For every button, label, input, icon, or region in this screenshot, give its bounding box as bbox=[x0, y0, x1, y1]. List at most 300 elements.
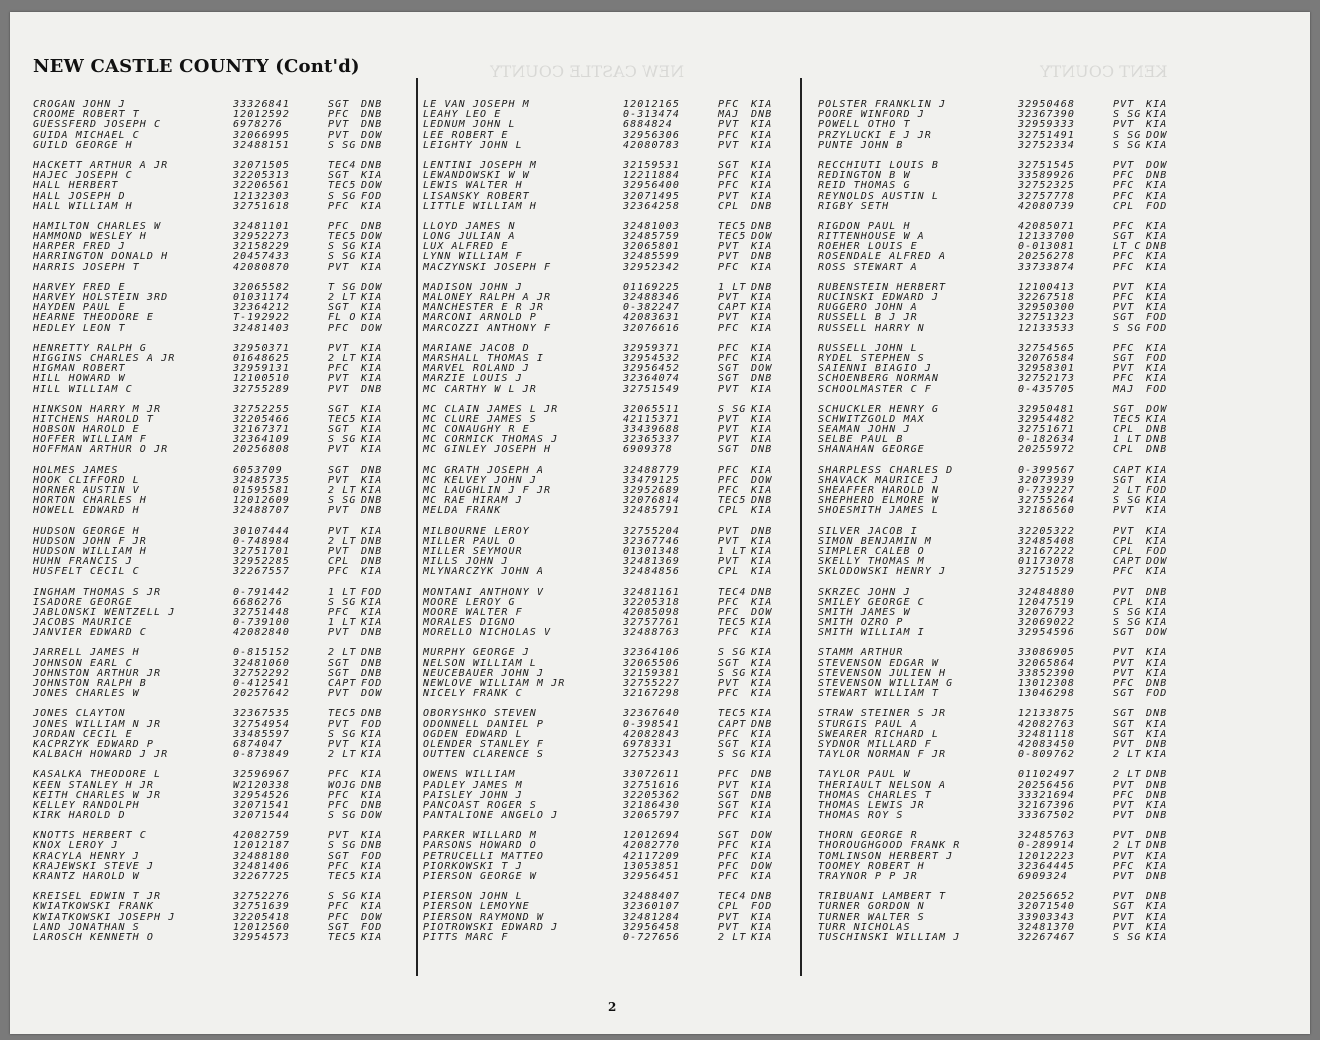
rank: PVT bbox=[328, 474, 350, 486]
soldier-name: KWIATKOWSKI FRANK bbox=[33, 901, 155, 913]
status-code: DNB bbox=[361, 556, 383, 568]
serial-number: 32267725 bbox=[233, 871, 290, 882]
rank: PVT bbox=[1113, 99, 1135, 110]
serial-number: 32485735 bbox=[233, 474, 290, 486]
status-code: DNB bbox=[751, 718, 773, 730]
serial-number: 20257642 bbox=[233, 688, 290, 700]
serial-number: 42080739 bbox=[1018, 200, 1075, 212]
rank: PFC bbox=[718, 850, 740, 862]
status-code: KIA bbox=[751, 292, 773, 303]
soldier-name: STRAW STEINER S JR bbox=[818, 708, 947, 720]
serial-number: 32751618 bbox=[233, 200, 290, 212]
rank: PVT bbox=[328, 545, 350, 557]
serial-number: 32954482 bbox=[1018, 413, 1075, 425]
soldier-name: TURNER GORDON N bbox=[818, 901, 925, 913]
rank: PFC bbox=[1113, 678, 1135, 689]
soldier-name: KELLEY RANDOLPH bbox=[33, 799, 140, 811]
serial-number: 33589926 bbox=[1018, 170, 1075, 182]
status-code: KIA bbox=[361, 860, 383, 872]
soldier-name: MC RAE HIRAM J bbox=[423, 495, 523, 507]
rank: PVT bbox=[718, 413, 740, 425]
status-code: KIA bbox=[361, 363, 383, 375]
serial-number: 32073939 bbox=[1018, 474, 1075, 486]
serial-number: 20256652 bbox=[1018, 891, 1075, 903]
status-code: KIA bbox=[1146, 860, 1168, 872]
serial-number: 32071495 bbox=[623, 190, 680, 202]
soldier-name: SMILEY GEORGE C bbox=[818, 596, 925, 608]
soldier-name: GUIDA MICHAEL C bbox=[33, 129, 140, 141]
serial-number: 32364445 bbox=[1018, 860, 1075, 872]
rank: PVT bbox=[1113, 921, 1135, 933]
soldier-name: JONES CLAYTON bbox=[33, 708, 126, 720]
rank: CAPT bbox=[718, 718, 747, 730]
serial-number: 32751491 bbox=[1018, 129, 1075, 141]
serial-number: 01595581 bbox=[233, 485, 290, 496]
rank: CPL bbox=[1113, 424, 1135, 436]
serial-number: 32752276 bbox=[233, 891, 290, 903]
soldier-name: SILVER JACOB I bbox=[818, 525, 918, 537]
serial-number: 32956400 bbox=[623, 180, 680, 192]
soldier-name: RIGDON PAUL H bbox=[818, 220, 911, 232]
serial-number: 42085098 bbox=[623, 606, 680, 618]
rank: 2 LT bbox=[328, 749, 357, 761]
serial-number: 32365337 bbox=[623, 434, 680, 446]
status-code: KIA bbox=[1146, 596, 1168, 608]
soldier-name: MACZYNSKI JOSEPH F bbox=[423, 261, 552, 273]
serial-number: 6978276 bbox=[233, 119, 283, 131]
serial-number: 32954596 bbox=[1018, 627, 1075, 639]
serial-number: 12012694 bbox=[623, 830, 680, 842]
serial-number: 32159381 bbox=[623, 667, 680, 679]
rank: PFC bbox=[718, 728, 740, 740]
status-code: DNB bbox=[361, 535, 383, 547]
rank: 2 LT bbox=[328, 485, 357, 496]
soldier-name: HOOK CLIFFORD L bbox=[33, 474, 140, 486]
status-code: DOW bbox=[751, 363, 773, 375]
rank: PFC bbox=[718, 810, 740, 822]
rank: SGT bbox=[718, 657, 740, 669]
soldier-name: HOBSON HAROLD E bbox=[33, 424, 140, 436]
rank: PVT bbox=[718, 424, 740, 436]
soldier-name: HOFFMAN ARTHUR O JR bbox=[33, 444, 169, 456]
rank: PVT bbox=[718, 241, 740, 253]
status-code: KIA bbox=[1146, 302, 1168, 314]
page-title: NEW CASTLE COUNTY (Cont'd) bbox=[33, 56, 360, 77]
serial-number: 32959131 bbox=[233, 363, 290, 375]
rank: CPL bbox=[1113, 200, 1135, 212]
serial-number: 32950300 bbox=[1018, 302, 1075, 314]
status-code: KIA bbox=[751, 535, 773, 547]
rank: PFC bbox=[718, 596, 740, 608]
status-code: KIA bbox=[751, 921, 773, 933]
status-code: KIA bbox=[361, 352, 383, 364]
status-code: KIA bbox=[751, 749, 773, 761]
status-code: KIA bbox=[361, 312, 383, 324]
status-code: KIA bbox=[361, 403, 383, 415]
serial-number: 0-739227 bbox=[1018, 485, 1075, 496]
status-code: DNB bbox=[751, 220, 773, 232]
status-code: DNB bbox=[361, 627, 383, 639]
status-code: KIA bbox=[751, 688, 773, 700]
status-code: DNB bbox=[361, 139, 383, 151]
soldier-name: KNOTTS HERBERT C bbox=[33, 830, 147, 842]
serial-number: 32186430 bbox=[623, 799, 680, 811]
rank: LT C bbox=[1113, 241, 1142, 253]
soldier-name: KASALKA THEODORE L bbox=[33, 769, 162, 781]
serial-number: 32186560 bbox=[1018, 505, 1075, 517]
soldier-name: KRACYLA HENRY J bbox=[33, 850, 140, 862]
soldier-name: SHARPLESS CHARLES D bbox=[818, 464, 954, 476]
status-code: KIA bbox=[1146, 850, 1168, 862]
rank: PVT bbox=[718, 139, 740, 151]
rank: PFC bbox=[1113, 190, 1135, 202]
soldier-name: RUSSELL HARRY N bbox=[818, 322, 925, 334]
soldier-name: LAROSCH KENNETH O bbox=[33, 931, 155, 943]
rank: 2 LT bbox=[328, 647, 357, 659]
rank: PVT bbox=[718, 383, 740, 395]
rank: PVT bbox=[1113, 647, 1135, 659]
soldier-name: SHEAFFER HAROLD N bbox=[818, 485, 940, 496]
serial-number: 32481060 bbox=[233, 657, 290, 669]
rank: SGT bbox=[328, 921, 350, 933]
rank: PVT bbox=[1113, 810, 1135, 822]
serial-number: 32167371 bbox=[233, 424, 290, 436]
serial-number: 32751671 bbox=[1018, 424, 1075, 436]
soldier-name: OWENS WILLIAM bbox=[423, 769, 516, 781]
serial-number: 32364258 bbox=[623, 200, 680, 212]
rank: PVT bbox=[718, 921, 740, 933]
soldier-name: SIMPLER CALEB O bbox=[818, 545, 925, 557]
serial-number: 32360107 bbox=[623, 901, 680, 913]
rank: PFC bbox=[718, 606, 740, 618]
soldier-name: HORNER AUSTIN V bbox=[33, 485, 140, 496]
status-code: DOW bbox=[1146, 129, 1168, 141]
status-code: KIA bbox=[751, 931, 773, 943]
soldier-name: SAIENNI BIAGIO J bbox=[818, 363, 932, 375]
rank: PVT bbox=[328, 830, 350, 842]
soldier-name: PANCOAST ROGER S bbox=[423, 799, 537, 811]
soldier-name: KRANTZ HAROLD W bbox=[33, 871, 140, 882]
status-code: KIA bbox=[751, 159, 773, 171]
status-code: KIA bbox=[751, 627, 773, 639]
rank: S SG bbox=[328, 810, 357, 822]
serial-number: 32956458 bbox=[623, 921, 680, 933]
status-code: KIA bbox=[361, 434, 383, 446]
rank: CPL bbox=[718, 901, 740, 913]
soldier-name: SHANAHAN GEORGE bbox=[818, 444, 925, 456]
soldier-name: NICELY FRANK C bbox=[423, 688, 523, 700]
soldier-name: POORE WINFORD J bbox=[818, 109, 925, 121]
serial-number: 13053851 bbox=[623, 860, 680, 872]
soldier-name: RUSSELL B J JR bbox=[818, 312, 918, 324]
status-code: DNB bbox=[361, 109, 383, 121]
soldier-name: HARVEY HOLSTEIN 3RD bbox=[33, 292, 169, 303]
serial-number: 01169225 bbox=[623, 281, 680, 293]
rank: PVT bbox=[718, 556, 740, 568]
serial-number: 0-809762 bbox=[1018, 749, 1075, 761]
status-code: KIA bbox=[1146, 525, 1168, 537]
serial-number: 32959371 bbox=[623, 342, 680, 354]
rank: PVT bbox=[718, 535, 740, 547]
soldier-name: JONES CHARLES W bbox=[33, 688, 140, 700]
status-code: KIA bbox=[1146, 617, 1168, 629]
rank: 2 LT bbox=[1113, 769, 1142, 781]
soldier-name: POLSTER FRANKLIN J bbox=[818, 99, 947, 110]
soldier-name: REDINGTON B W bbox=[818, 170, 911, 182]
status-code: KIA bbox=[751, 667, 773, 679]
serial-number: 32954532 bbox=[623, 352, 680, 364]
rank: PFC bbox=[718, 688, 740, 700]
soldier-name: HEDLEY LEON T bbox=[33, 322, 126, 334]
soldier-name: HOLMES JAMES bbox=[33, 464, 119, 476]
rank: FL O bbox=[328, 312, 357, 324]
status-code: KIA bbox=[1146, 251, 1168, 263]
status-code: DNB bbox=[361, 220, 383, 232]
rank: SGT bbox=[718, 738, 740, 750]
soldier-name: OBORYSHKO STEVEN bbox=[423, 708, 537, 720]
rank: SGT bbox=[328, 464, 350, 476]
status-code: FOD bbox=[1146, 312, 1168, 324]
status-code: KIA bbox=[751, 403, 773, 415]
soldier-name: HUDSON JOHN F JR bbox=[33, 535, 147, 547]
rank: PVT bbox=[1113, 799, 1135, 811]
soldier-name: KEEN STANLEY H JR bbox=[33, 779, 155, 791]
status-code: KIA bbox=[751, 139, 773, 151]
rank: MAJ bbox=[718, 109, 740, 121]
rank: PFC bbox=[1113, 342, 1135, 354]
status-code: KIA bbox=[751, 647, 773, 659]
rank: TEC5 bbox=[328, 231, 357, 243]
soldier-name: MILBOURNE LEROY bbox=[423, 525, 530, 537]
serial-number: 32959333 bbox=[1018, 119, 1075, 131]
serial-number: 32751701 bbox=[233, 545, 290, 557]
soldier-name: SKLODOWSKI HENRY J bbox=[818, 566, 947, 578]
status-code: KIA bbox=[361, 931, 383, 943]
status-code: DNB bbox=[361, 667, 383, 679]
rank: PFC bbox=[328, 860, 350, 872]
soldier-name: MC CORMICK THOMAS J bbox=[423, 434, 559, 446]
soldier-name: LONG JULIAN A bbox=[423, 231, 516, 243]
status-code: DNB bbox=[1146, 769, 1168, 781]
serial-number: 20457433 bbox=[233, 251, 290, 263]
rank: S SG bbox=[1113, 109, 1142, 121]
rank: CPL bbox=[1113, 535, 1135, 547]
serial-number: 33733874 bbox=[1018, 261, 1075, 273]
status-code: DNB bbox=[361, 840, 383, 852]
soldier-name: MOORE WALTER F bbox=[423, 606, 523, 618]
soldier-name: HUSFELT CECIL C bbox=[33, 566, 140, 578]
status-code: DOW bbox=[1146, 403, 1168, 415]
status-code: DNB bbox=[1146, 830, 1168, 842]
serial-number: 32481370 bbox=[1018, 921, 1075, 933]
rank: PFC bbox=[328, 363, 350, 375]
rank: PVT bbox=[718, 190, 740, 202]
rank: 2 LT bbox=[718, 931, 747, 943]
rank: SGT bbox=[1113, 901, 1135, 913]
status-code: KIA bbox=[751, 413, 773, 425]
rank: CPL bbox=[1113, 545, 1135, 557]
serial-number: 32364106 bbox=[623, 647, 680, 659]
soldier-name: STURGIS PAUL A bbox=[818, 718, 918, 730]
status-code: DNB bbox=[361, 799, 383, 811]
soldier-name: SKRZEC JOHN J bbox=[818, 586, 911, 598]
serial-number: 13046298 bbox=[1018, 688, 1075, 700]
serial-number: 33086905 bbox=[1018, 647, 1075, 659]
status-code: KIA bbox=[751, 312, 773, 324]
serial-number: 0-398541 bbox=[623, 718, 680, 730]
serial-number: 20256456 bbox=[1018, 779, 1075, 791]
serial-number: 32958301 bbox=[1018, 363, 1075, 375]
soldier-name: SIMON BENJAMIN M bbox=[818, 535, 932, 547]
serial-number: 01301348 bbox=[623, 545, 680, 557]
serial-number: 32950468 bbox=[1018, 99, 1075, 110]
rank: PFC bbox=[1113, 566, 1135, 578]
soldier-name: MARSHALL THOMAS I bbox=[423, 352, 545, 364]
serial-number: 32205322 bbox=[1018, 525, 1075, 537]
soldier-name: PITTS MARC F bbox=[423, 931, 509, 943]
soldier-name: LISANSKY ROBERT bbox=[423, 190, 530, 202]
status-code: FOD bbox=[361, 586, 383, 598]
status-code: KIA bbox=[361, 606, 383, 618]
soldier-name: TOMLINSON HERBERT J bbox=[818, 850, 954, 862]
serial-number: 32751448 bbox=[233, 606, 290, 618]
rank: PFC bbox=[718, 99, 740, 110]
soldier-name: HIGMAN ROBERT bbox=[33, 363, 126, 375]
soldier-name: MC GRATH JOSEPH A bbox=[423, 464, 545, 476]
status-code: KIA bbox=[1146, 474, 1168, 486]
status-code: DOW bbox=[361, 180, 383, 192]
soldier-name: HALL HERBERT bbox=[33, 180, 119, 192]
serial-number: 0-873849 bbox=[233, 749, 290, 761]
rank: PVT bbox=[328, 444, 350, 456]
soldier-name: LEDNUM JOHN L bbox=[423, 119, 516, 131]
status-code: DNB bbox=[1146, 779, 1168, 791]
status-code: KIA bbox=[751, 871, 773, 882]
rank: PVT bbox=[328, 261, 350, 273]
serial-number: 42082763 bbox=[1018, 718, 1075, 730]
rank: PFC bbox=[718, 485, 740, 496]
rank: PVT bbox=[328, 718, 350, 730]
status-code: KIA bbox=[361, 749, 383, 761]
status-code: KIA bbox=[1146, 566, 1168, 578]
soldier-name: CROGAN JOHN J bbox=[33, 99, 126, 110]
soldier-name: ROSENDALE ALFRED A bbox=[818, 251, 947, 263]
serial-number: 32065511 bbox=[623, 403, 680, 415]
serial-number: 32484856 bbox=[623, 566, 680, 578]
serial-number: 32754954 bbox=[233, 718, 290, 730]
soldier-name: LAND JONATHAN S bbox=[33, 921, 140, 933]
serial-number: 32481161 bbox=[623, 586, 680, 598]
soldier-name: JABLONSKI WENTZELL J bbox=[33, 606, 176, 618]
soldier-name: SCHWITZGOLD MAX bbox=[818, 413, 925, 425]
status-code: KIA bbox=[361, 373, 383, 385]
soldier-name: KACPRZYK EDWARD P bbox=[33, 738, 155, 750]
status-code: DNB bbox=[751, 251, 773, 263]
rank: SGT bbox=[1113, 688, 1135, 700]
soldier-name: ODONNELL DANIEL P bbox=[423, 718, 545, 730]
serial-number: 0-748984 bbox=[233, 535, 290, 547]
rank: PFC bbox=[328, 901, 350, 913]
soldier-name: RECCHIUTI LOUIS B bbox=[818, 159, 940, 171]
rank: TEC5 bbox=[328, 413, 357, 425]
soldier-name: HAJEC JOSEPH C bbox=[33, 170, 133, 182]
status-code: KIA bbox=[361, 566, 383, 578]
soldier-name: STEVENSON JULIEN H bbox=[818, 667, 947, 679]
serial-number: 33485597 bbox=[233, 728, 290, 740]
status-code: KIA bbox=[751, 485, 773, 496]
soldier-name: LEIGHTY JOHN L bbox=[423, 139, 523, 151]
status-code: DNB bbox=[1146, 738, 1168, 750]
rank: 2 LT bbox=[328, 292, 357, 303]
serial-number: 01031174 bbox=[233, 292, 290, 303]
soldier-name: REYNOLDS AUSTIN L bbox=[818, 190, 940, 202]
soldier-name: MARZIE LOUIS J bbox=[423, 373, 523, 385]
rank: PVT bbox=[718, 251, 740, 263]
status-code: KIA bbox=[361, 302, 383, 314]
status-code: KIA bbox=[361, 444, 383, 456]
status-code: KIA bbox=[751, 617, 773, 629]
status-code: DNB bbox=[1146, 840, 1168, 852]
soldier-name: PIOTROWSKI EDWARD J bbox=[423, 921, 559, 933]
soldier-name: OLENDER STANLEY F bbox=[423, 738, 545, 750]
status-code: DOW bbox=[361, 810, 383, 822]
serial-number: 32950481 bbox=[1018, 403, 1075, 415]
rank: PFC bbox=[718, 464, 740, 476]
status-code: KIA bbox=[361, 830, 383, 842]
serial-number: 32076793 bbox=[1018, 606, 1075, 618]
soldier-name: MC CLAIN JAMES L JR bbox=[423, 403, 559, 415]
serial-number: 32065797 bbox=[623, 810, 680, 822]
serial-number: 32954526 bbox=[233, 789, 290, 801]
status-code: KIA bbox=[1146, 119, 1168, 131]
serial-number: 32367535 bbox=[233, 708, 290, 720]
rank: PVT bbox=[328, 342, 350, 354]
serial-number: 0-791442 bbox=[233, 586, 290, 598]
serial-number: 32205318 bbox=[623, 596, 680, 608]
rank: PVT bbox=[718, 525, 740, 537]
soldier-name: PETRUCELLI MATTEO bbox=[423, 850, 545, 862]
status-code: DNB bbox=[1146, 871, 1168, 882]
rank: SGT bbox=[718, 373, 740, 385]
serial-number: 32485408 bbox=[1018, 535, 1075, 547]
status-code: KIA bbox=[361, 485, 383, 496]
soldier-name: STEWART WILLIAM T bbox=[818, 688, 940, 700]
rank: PVT bbox=[328, 627, 350, 639]
status-code: KIA bbox=[1146, 220, 1168, 232]
rank: SGT bbox=[328, 99, 350, 110]
status-code: KIA bbox=[1146, 505, 1168, 517]
soldier-name: SHEPHERD ELMORE W bbox=[818, 495, 940, 507]
rank: PFC bbox=[718, 352, 740, 364]
serial-number: 32481003 bbox=[623, 220, 680, 232]
status-code: FOD bbox=[361, 190, 383, 202]
status-code: DNB bbox=[751, 281, 773, 293]
serial-number: 32071544 bbox=[233, 810, 290, 822]
soldier-name: OGDEN EDWARD L bbox=[423, 728, 523, 740]
serial-number: 32752325 bbox=[1018, 180, 1075, 192]
rank: SGT bbox=[1113, 718, 1135, 730]
serial-number: 32488151 bbox=[233, 139, 290, 151]
soldier-name: HEARNE THEODORE E bbox=[33, 312, 155, 324]
soldier-name: TRAYNOR P P JR bbox=[818, 871, 918, 882]
rank: SGT bbox=[1113, 708, 1135, 720]
rank: PFC bbox=[1113, 373, 1135, 385]
soldier-name: THERIAULT NELSON A bbox=[818, 779, 947, 791]
rank: SGT bbox=[1113, 352, 1135, 364]
status-code: KIA bbox=[751, 678, 773, 689]
status-code: KIA bbox=[751, 424, 773, 436]
soldier-name: STAMM ARTHUR bbox=[818, 647, 904, 659]
